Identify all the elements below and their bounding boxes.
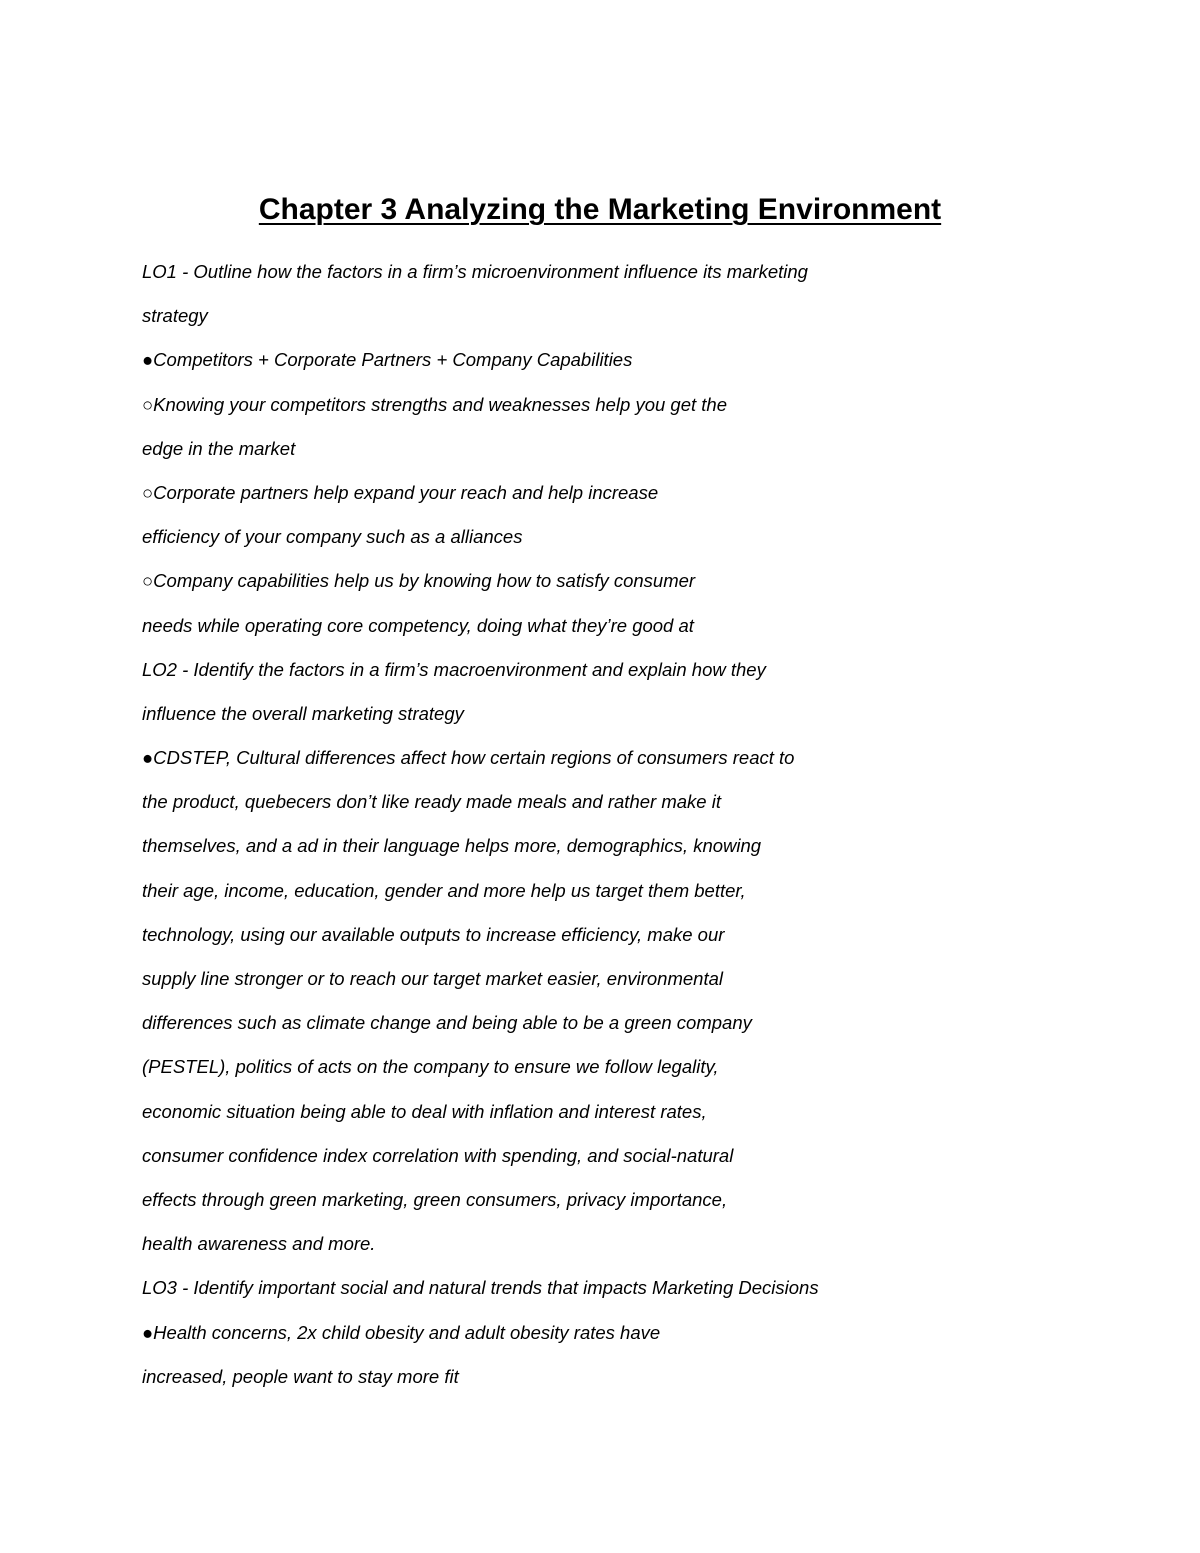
text-line: LO2 - Identify the factors in a firm’s macroenvironment and explain how they [142, 658, 766, 680]
text-line: needs while operating core competency, doing what they’re good at [142, 614, 694, 636]
text-line: influence the overall marketing strategy [142, 702, 464, 724]
text-line: ○Company capabilities help us by knowing how to satisfy consumer [142, 570, 696, 592]
document-body [142, 250, 902, 1399]
text-line: their age, income, education, gender and more help us target them better, [142, 879, 746, 901]
text-line: technology, using our available outputs to increase efficiency, make our [142, 923, 725, 945]
text-line: economic situation being able to deal with inflation and interest rates, [142, 1100, 707, 1122]
text-line: themselves, and a ad in their language helps more, demographics, knowing [142, 835, 762, 857]
page-title: Chapter 3 Analyzing the Marketing Environment [258, 193, 942, 226]
text-line: ○Corporate partners help expand your reach and help increase [142, 481, 659, 503]
text-line: strategy [142, 305, 208, 327]
text-line: ●CDSTEP, Cultural differences affect how certain regions of consumers react to [142, 747, 795, 769]
text-line: ○Knowing your competitors strengths and weaknesses help you get the [142, 393, 728, 415]
text-line: supply line stronger or to reach our target market easier, environmental [142, 968, 723, 989]
text-line: efficiency of your company such as a alliances [142, 526, 523, 548]
text-line: differences such as climate change and being able to be a green company [142, 1012, 752, 1034]
text-line: effects through green marketing, green consumers, privacy importance, [142, 1188, 728, 1210]
text-line: (PESTEL), politics of acts on the company to ensure we follow legality, [142, 1056, 719, 1078]
text-line: the product, quebecers don’t like ready made meals and rather make it [142, 791, 721, 813]
text-line: edge in the market [142, 437, 296, 459]
text-line: ●Health concerns, 2x child obesity and adult obesity rates have [142, 1321, 661, 1343]
text-line: increased, people want to stay more fit [142, 1365, 459, 1387]
text-line: consumer confidence index correlation with spending, and social-natural [142, 1144, 734, 1166]
text-line: LO1 - Outline how the factors in a firm’s microenvironment influence its marketing [142, 261, 808, 282]
text-line: ●Competitors + Corporate Partners + Company Capabilities [142, 349, 633, 371]
text-line: health awareness and more. [142, 1233, 376, 1255]
text-line: LO3 - Identify important social and natural trends that impacts Marketing Decisions [142, 1277, 819, 1299]
